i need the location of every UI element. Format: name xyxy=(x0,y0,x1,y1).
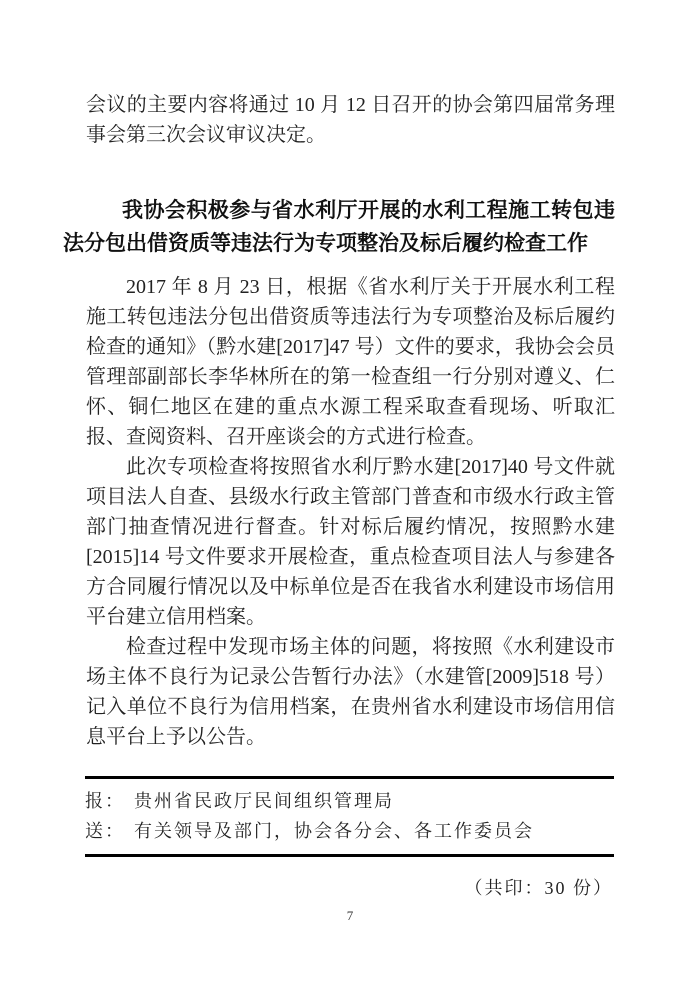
section-heading: 我协会积极参与省水利厅开展的水利工程施工转包违法分包出借资质等违法行为专项整治及标后履约检查工作 xyxy=(63,199,615,255)
page-number: 7 xyxy=(346,908,354,923)
send-target: 有关领导及部门，协会各分会、各工作委员会 xyxy=(134,821,534,841)
document-body xyxy=(63,90,615,752)
print-count: （共印：30 份） xyxy=(464,878,613,898)
send-label: 送： xyxy=(85,821,125,841)
paragraph-intro: 会议的主要内容将通过 10 月 12 日召开的协会第四届常务理事会第三次会议审议决定。 xyxy=(86,94,615,146)
report-target: 贵州省民政厅民间组织管理局 xyxy=(134,791,394,811)
section-paragraph-2: 此次专项检查将按照省水利厅黔水建[2017]40 号文件就项目法人自查、县级水行政主管部门普查和市级水行政主管部门抽查情况进行督查。针对标后履约情况，按照黔水建[2015]14 号文件要求开展检查，重点检查项目法人与参建各方合同履行情况以及中标单位是否在我省水利建设市场信用平台建立信用档案。 xyxy=(86,456,615,628)
report-line xyxy=(85,786,614,816)
section-paragraph-1: 2017 年 8 月 23 日，根据《省水利厅关于开展水利工程施工转包违法分包出借资质等违法行为专项整治及标后履约检查的通知》（黔水建[2017]47 号）文件的要求，我协会会员管理部副部长李华林所在的第一检查组一行分别对遵义、仁怀、铜仁地区在建的重点水源工程采取查看现场、听取汇报、查阅资料、召开座谈会的方式进行检查。 xyxy=(86,276,615,448)
section-paragraph-3: 检查过程中发现市场主体的问题，将按照《水利建设市场主体不良行为记录公告暂行办法》（水建管[2009]518 号）记入单位不良行为信用档案，在贵州省水利建设市场信用信息平台上予以公告。 xyxy=(86,636,615,748)
distribution-block xyxy=(85,776,614,857)
send-line xyxy=(85,816,614,846)
report-label: 报： xyxy=(85,791,125,811)
